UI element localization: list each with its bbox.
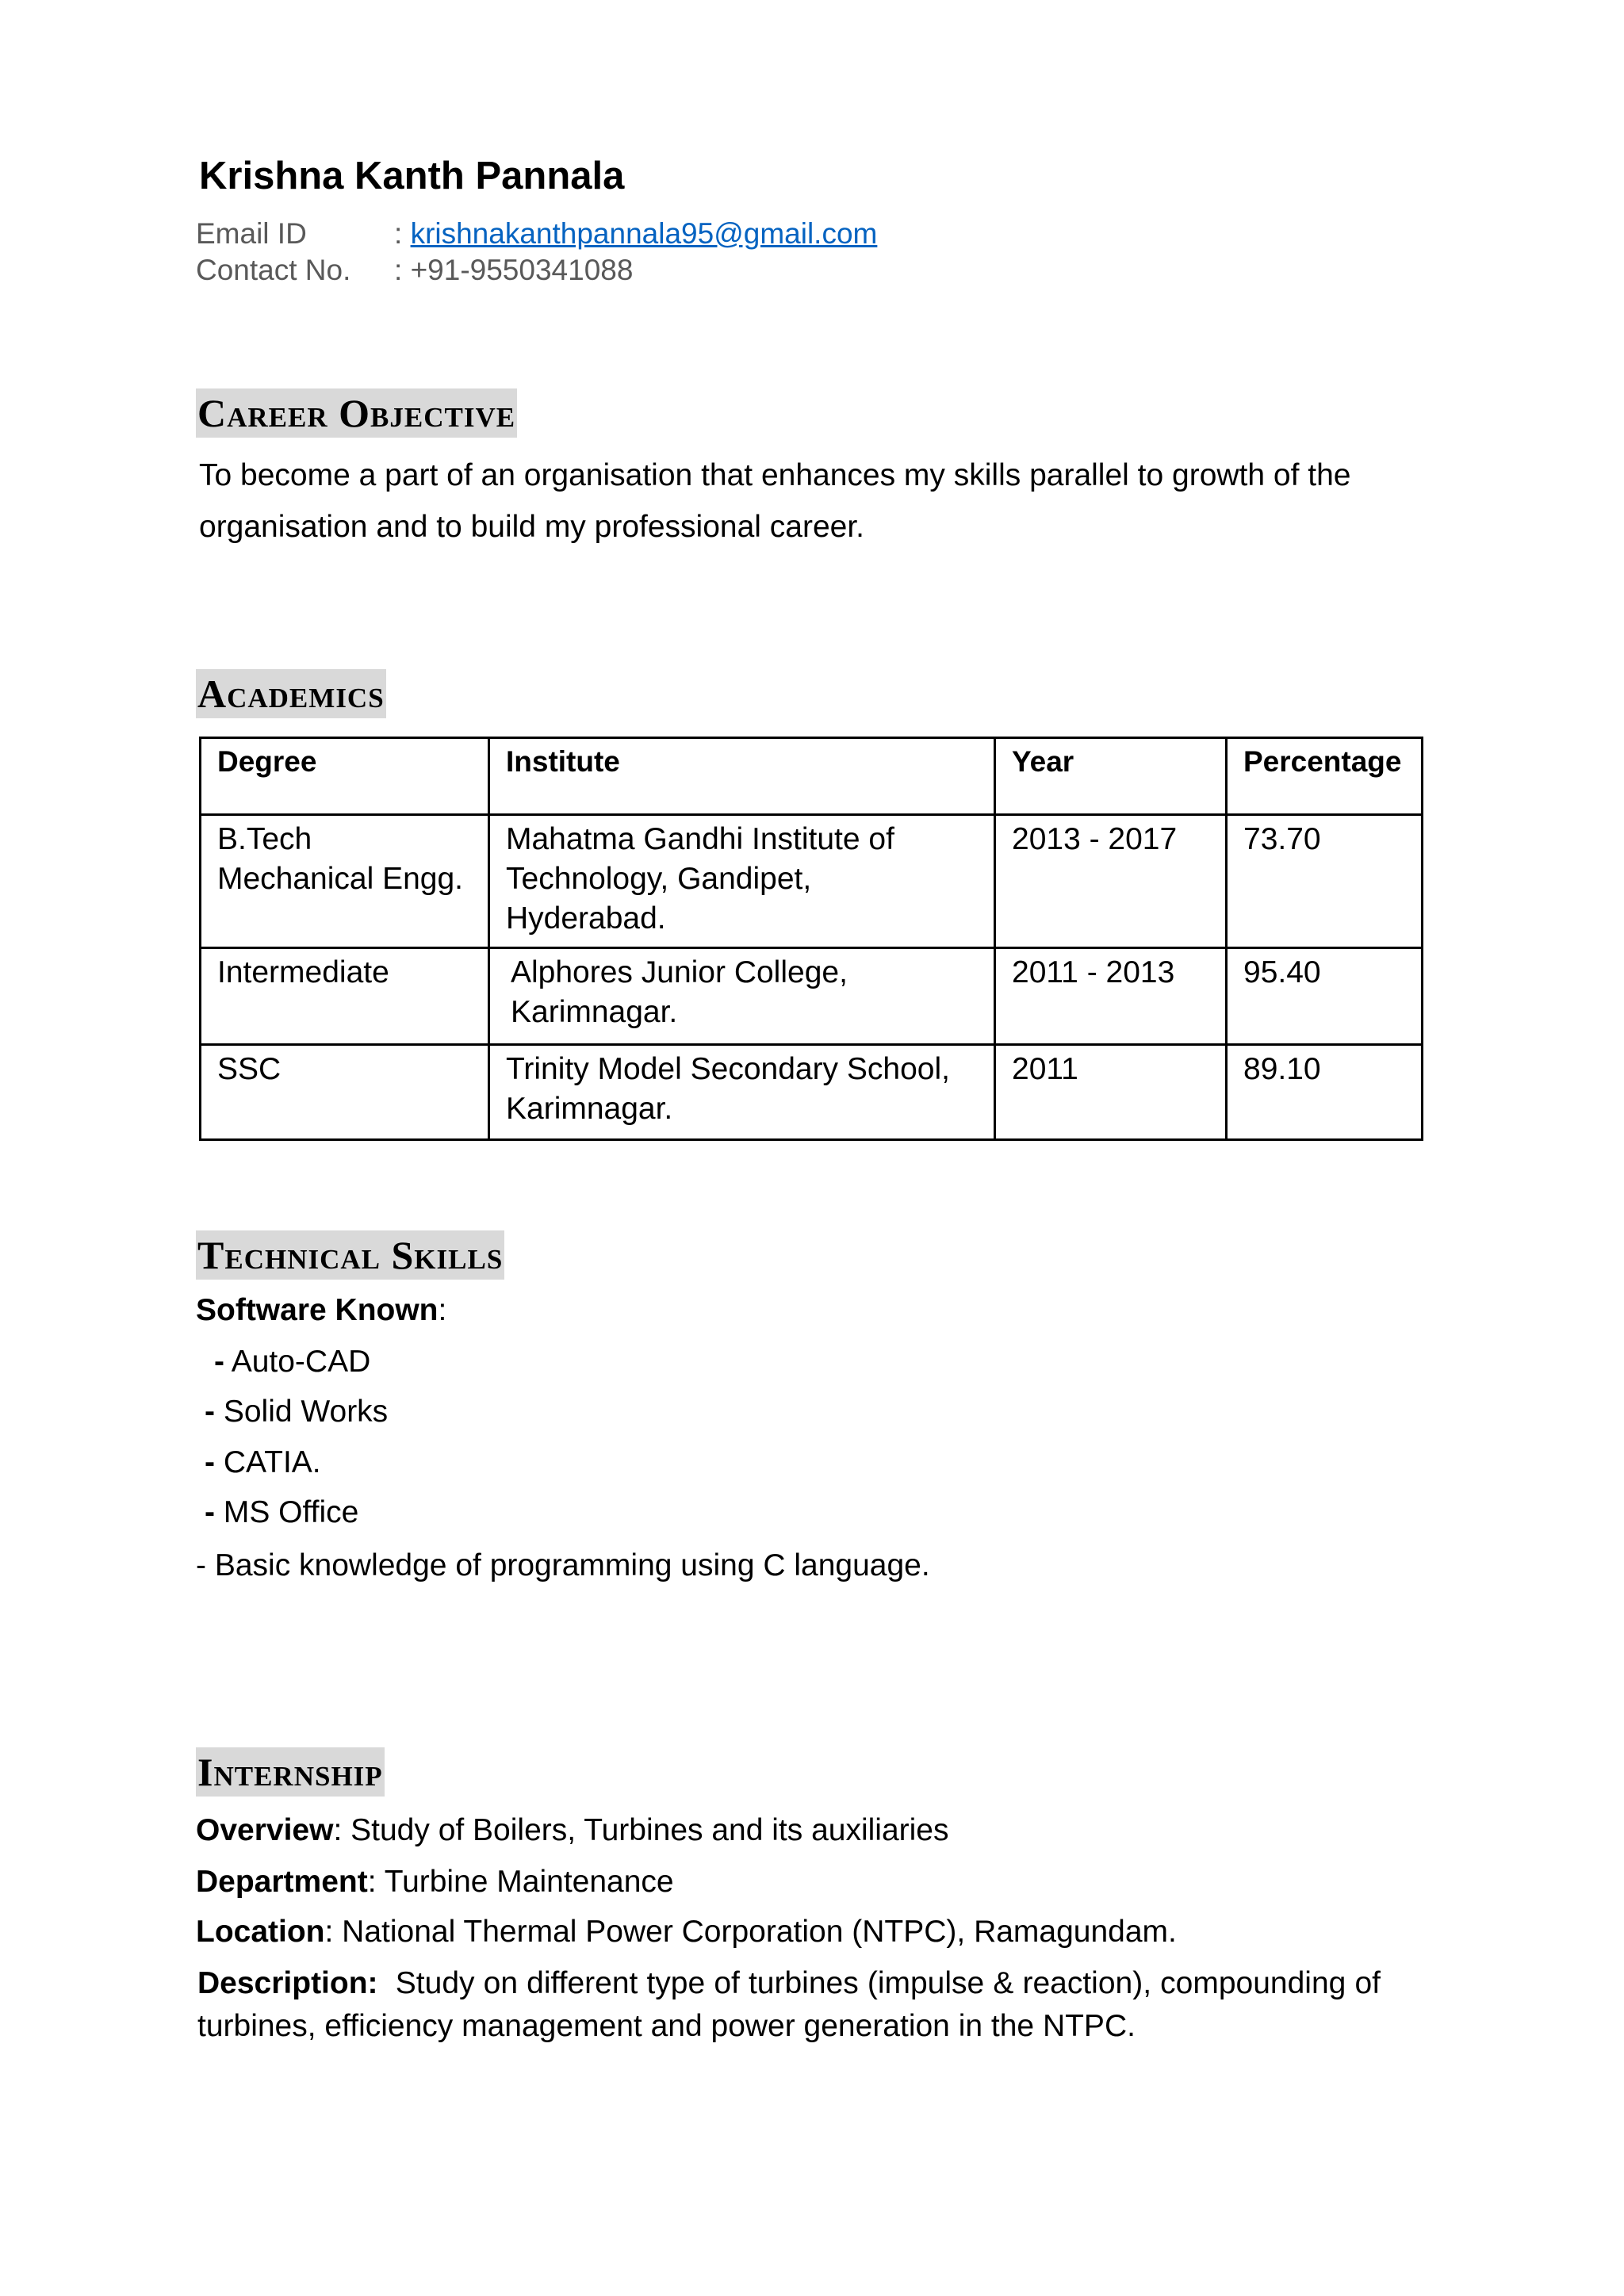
location-value: National Thermal Power Corporation (NTPC), Ramagundam. [342,1915,1177,1949]
column-header-degree: Degree [201,738,489,815]
column-header-year: Year [995,738,1227,815]
institute-cell: Trinity Model Secondary School, Karimnagar. [489,1045,995,1140]
percentage-cell: 95.40 [1227,948,1423,1045]
internship-description [197,1962,1381,2048]
internship-location: Location: National Thermal Power Corporation (NTPC), Ramagundam. [196,1915,1177,1949]
table-row [201,948,1423,1045]
internship-heading: Internship [196,1747,385,1797]
table-row [201,1045,1423,1140]
department-value: Turbine Maintenance [384,1865,674,1899]
email-link[interactable]: krishnakanthpannala95@gmail.com [410,217,878,250]
institute-cell: Mahatma Gandhi Institute of Technology, Gandipet, Hyderabad. [489,815,995,948]
column-header-institute: Institute [489,738,995,815]
description-value: Study on different type of turbines (impulse & reaction), compounding of turbines, efficiency management and power generation in the NTPC. [197,1966,1381,2043]
programming-knowledge: - Basic knowledge of programming using C language. [196,1548,930,1582]
academics-heading: Academics [196,669,386,718]
percentage-cell: 73.70 [1227,815,1423,948]
table-header-row [201,738,1423,815]
contact-label: Contact No. [196,254,351,286]
skill-item: - MS Office [205,1495,359,1529]
year-cell: 2011 [995,1045,1227,1140]
candidate-name: Krishna Kanth Pannala [199,155,625,197]
department-label: Department [196,1865,368,1899]
table-row [201,815,1423,948]
skill-item: - Solid Works [205,1395,389,1429]
year-cell: 2013 - 2017 [995,815,1227,948]
degree-cell: B.Tech Mechanical Engg. [201,815,489,948]
software-known-line: Software Known: [196,1293,447,1327]
overview-value: Study of Boilers, Turbines and its auxiliaries [350,1813,949,1847]
overview-label: Overview [196,1813,334,1847]
skill-item-label: Auto-CAD [231,1345,371,1379]
skill-item-label: MS Office [223,1495,359,1529]
email-label: Email ID [196,217,307,250]
internship-overview: Overview: Study of Boilers, Turbines and its auxiliaries [196,1813,949,1847]
percentage-cell: 89.10 [1227,1045,1423,1140]
description-label: Description: [197,1966,378,2000]
contact-value: +91-9550341088 [410,254,634,286]
email-separator: : [394,217,403,250]
skill-item: - Auto-CAD [214,1345,371,1379]
year-cell: 2011 - 2013 [995,948,1227,1045]
institute-cell: Alphores Junior College, Karimnagar. [489,948,995,1045]
contact-row [196,254,633,287]
career-objective-text: To become a part of an organisation that enhances my skills parallel to growth of the organisation and to build my professional career. [199,458,1351,544]
email-row [196,217,877,251]
skill-item: - CATIA. [205,1445,321,1479]
degree-cell: Intermediate [201,948,489,1045]
academics-table [199,737,1423,1141]
internship-department: Department: Turbine Maintenance [196,1865,674,1899]
column-header-percentage: Percentage [1227,738,1423,815]
software-known-label: Software Known [196,1293,439,1327]
degree-cell: SSC [201,1045,489,1140]
technical-skills-heading: Technical Skills [196,1230,504,1280]
skill-item-label: Solid Works [223,1395,389,1429]
location-label: Location [196,1915,325,1949]
career-objective-heading: Career Objective [196,388,517,438]
skill-item-label: CATIA. [223,1445,321,1479]
contact-separator: : [394,254,403,286]
